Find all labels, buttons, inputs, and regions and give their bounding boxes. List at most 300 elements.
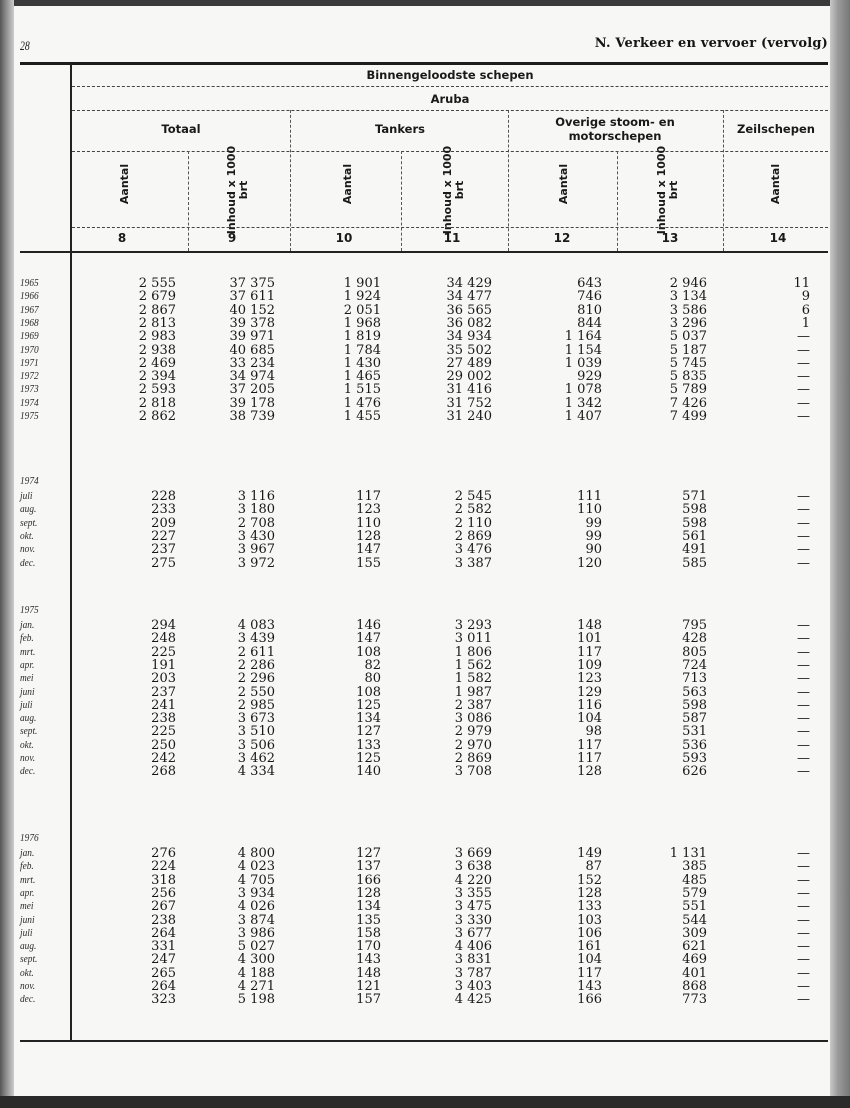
cell-c14: — [797, 684, 810, 700]
cell-c14: — [797, 751, 810, 766]
cell-c13: 7 426 [669, 395, 707, 411]
cell-c12: 106 [577, 925, 602, 941]
cell-c10: 166 [356, 872, 381, 888]
cell-c11: 3 387 [454, 555, 492, 571]
cell-c13: 598 [682, 697, 707, 713]
cell-c14: — [797, 885, 810, 901]
cell-c12: 1 407 [564, 409, 602, 424]
cell-c13: 561 [682, 528, 707, 544]
cell-c12: 104 [577, 952, 602, 968]
row-period: jan. [20, 619, 35, 631]
row-period: nov. [20, 980, 36, 992]
cell-c9: 2 985 [237, 697, 275, 713]
table-row [0, 699, 850, 712]
cell-c13: 531 [682, 724, 707, 740]
cell-c9: 39 378 [229, 315, 275, 331]
cell-c14: — [797, 872, 810, 888]
cell-c14: — [797, 724, 810, 740]
cell-c10: 2 051 [343, 302, 381, 318]
cell-c10: 147 [356, 542, 381, 558]
cell-c12: 1 078 [564, 382, 602, 398]
cell-c13: 713 [682, 671, 707, 687]
cell-c14: — [797, 952, 810, 968]
cell-c8: 2 593 [138, 382, 176, 398]
cell-c12: 116 [577, 697, 602, 713]
cell-c14: — [797, 342, 810, 358]
cell-c12: 98 [585, 724, 602, 740]
cell-c14: — [797, 992, 810, 1008]
group-divider [723, 110, 724, 251]
table-row [0, 344, 850, 357]
cell-c14: 11 [793, 276, 810, 291]
row-period: 1968 [20, 316, 39, 329]
cell-c8: 209 [151, 515, 176, 531]
cell-c10: 82 [364, 657, 381, 673]
cell-c8: 256 [151, 885, 176, 901]
table-row [0, 672, 850, 685]
table-row [0, 900, 850, 913]
cell-c11: 1 562 [454, 657, 492, 673]
cell-c13: 469 [682, 952, 707, 968]
cell-c14: — [797, 355, 810, 371]
row-period: okt. [20, 966, 34, 979]
cell-c13: 3 586 [669, 302, 707, 318]
row-period: 1967 [20, 303, 39, 316]
group-divider [290, 110, 291, 251]
row-period: 1970 [20, 343, 39, 356]
cell-c9: 3 972 [237, 555, 275, 571]
cell-c11: 31 240 [446, 409, 492, 424]
cell-c12: 929 [577, 369, 602, 385]
cell-c10: 108 [356, 644, 381, 660]
cell-c8: 203 [151, 671, 176, 687]
row-period: feb. [20, 632, 34, 645]
cell-c9: 3 462 [237, 751, 275, 766]
cell-c10: 158 [356, 925, 381, 941]
cell-c13: 551 [682, 899, 707, 915]
cell-c13: 5 187 [669, 342, 707, 358]
table-row [0, 712, 850, 725]
cell-c12: 117 [577, 737, 602, 753]
table-row [0, 543, 850, 556]
col-number-14: 14 [769, 231, 787, 245]
cell-c13: 598 [682, 502, 707, 518]
cell-c14: — [797, 737, 810, 753]
cell-c12: 1 154 [564, 342, 602, 358]
cell-c8: 275 [151, 555, 176, 571]
cell-c13: 621 [682, 939, 707, 955]
cell-c8: 264 [151, 925, 176, 941]
cell-c11: 2 110 [454, 515, 492, 531]
cell-c11: 4 425 [454, 992, 492, 1008]
cell-c11: 35 502 [446, 342, 492, 358]
cell-c13: 585 [682, 555, 707, 571]
cell-c8: 241 [151, 697, 176, 713]
cell-c14: — [797, 657, 810, 673]
table-row [0, 765, 850, 778]
cell-c13: 563 [682, 684, 707, 700]
row-period: 1973 [20, 383, 39, 396]
cell-c11: 1 806 [454, 644, 492, 660]
cell-c10: 146 [356, 618, 381, 633]
cell-c13: 1 131 [669, 846, 707, 861]
cell-c10: 134 [356, 899, 381, 915]
header-bottom-rule [20, 251, 828, 253]
cell-c8: 2 862 [138, 409, 176, 424]
cell-c10: 1 455 [343, 409, 381, 424]
cell-c10: 128 [356, 885, 381, 901]
row-period: nov. [20, 752, 36, 764]
cell-c12: 148 [577, 618, 602, 633]
cell-c11: 2 869 [454, 751, 492, 766]
cell-c13: 5 835 [669, 369, 707, 385]
cell-c12: 844 [577, 315, 602, 331]
table-row [0, 517, 850, 530]
table-row [0, 940, 850, 953]
cell-c11: 3 475 [454, 899, 492, 915]
cell-c8: 2 555 [138, 276, 176, 291]
cell-c9: 4 271 [237, 979, 275, 994]
cell-c13: 626 [682, 764, 707, 780]
table-subtitle: Aruba [430, 92, 470, 106]
cell-c11: 34 429 [446, 276, 492, 291]
cell-c12: 117 [577, 644, 602, 660]
col-10-label: Aantal [341, 163, 354, 205]
cell-c9: 4 026 [237, 899, 275, 915]
cell-c13: 536 [682, 737, 707, 753]
cell-c8: 2 867 [138, 302, 176, 318]
cell-c9: 3 874 [237, 912, 275, 928]
cell-c13: 428 [682, 631, 707, 647]
cell-c8: 237 [151, 542, 176, 558]
table-row [0, 686, 850, 699]
row-period: mrt. [20, 873, 36, 886]
col-9-label: Inhoud x 1000 brt [225, 145, 250, 235]
cell-c13: 805 [682, 644, 707, 660]
table-row [0, 953, 850, 966]
cell-c11: 3 669 [454, 846, 492, 861]
cell-c12: 87 [585, 859, 602, 875]
cell-c9: 34 974 [229, 369, 275, 385]
section-label: 1974 [20, 475, 39, 487]
cell-c12: 149 [577, 846, 602, 861]
cell-c8: 237 [151, 684, 176, 700]
cell-c10: 134 [356, 711, 381, 727]
cell-c14: — [797, 965, 810, 981]
group-zeilschepen: Zeilschepen [737, 122, 815, 136]
cell-c13: 3 134 [669, 289, 707, 305]
cell-c10: 137 [356, 859, 381, 875]
cell-c10: 157 [356, 992, 381, 1008]
cell-c13: 795 [682, 618, 707, 633]
cell-c12: 1 039 [564, 355, 602, 371]
cell-c11: 3 831 [454, 952, 492, 968]
cell-c13: 593 [682, 751, 707, 766]
cell-c12: 111 [577, 489, 602, 504]
table-row [0, 967, 850, 980]
cell-c14: — [797, 489, 810, 504]
cell-c10: 128 [356, 528, 381, 544]
cell-c10: 125 [356, 697, 381, 713]
cell-c14: 1 [801, 315, 810, 331]
table-row [0, 370, 850, 383]
page-bottom-edge [0, 1096, 850, 1108]
table-row [0, 659, 850, 672]
row-period: mrt. [20, 645, 36, 658]
cell-c14: 9 [801, 289, 810, 305]
col-number-9: 9 [227, 231, 237, 245]
cell-c13: 401 [682, 965, 707, 981]
cell-c8: 250 [151, 737, 176, 753]
cell-c9: 4 023 [237, 859, 275, 875]
cell-c14: — [797, 697, 810, 713]
cell-c13: 773 [682, 992, 707, 1008]
cell-c11: 4 220 [454, 872, 492, 888]
cell-c8: 2 469 [138, 355, 176, 371]
cell-c13: 579 [682, 885, 707, 901]
table-row [0, 752, 850, 765]
cell-c13: 5 037 [669, 329, 707, 345]
row-period: okt. [20, 529, 34, 542]
cell-c11: 3 330 [454, 912, 492, 928]
cell-c11: 1 582 [454, 671, 492, 687]
row-period: juli [20, 926, 33, 939]
table-row [0, 557, 850, 570]
col-14-label: Aantal [769, 163, 782, 205]
cell-c9: 37 205 [229, 382, 275, 398]
cell-c11: 4 406 [454, 939, 492, 955]
cell-c14: — [797, 846, 810, 861]
cell-c8: 294 [151, 618, 176, 633]
row-period: 1965 [20, 277, 39, 289]
col-number-12: 12 [553, 231, 571, 245]
cell-c12: 128 [577, 885, 602, 901]
header-divider [72, 86, 828, 88]
cell-c11: 3 787 [454, 965, 492, 981]
cell-c8: 247 [151, 952, 176, 968]
cell-c9: 3 510 [237, 724, 275, 740]
cell-c8: 233 [151, 502, 176, 518]
cell-c9: 40 152 [229, 302, 275, 318]
column-divider [617, 151, 618, 251]
cell-c14: — [797, 555, 810, 571]
cell-c12: 101 [577, 631, 602, 647]
cell-c11: 2 387 [454, 697, 492, 713]
cell-c12: 133 [577, 899, 602, 915]
cell-c9: 2 286 [237, 657, 275, 673]
row-period: aug. [20, 503, 37, 516]
cell-c13: 571 [682, 489, 707, 504]
cell-c12: 161 [577, 939, 602, 955]
cell-c8: 248 [151, 631, 176, 647]
cell-c12: 810 [577, 302, 602, 318]
cell-c13: 724 [682, 657, 707, 673]
table-row [0, 410, 850, 423]
cell-c12: 643 [577, 276, 602, 291]
cell-c14: — [797, 542, 810, 558]
cell-c12: 110 [577, 502, 602, 518]
cell-c14: — [797, 329, 810, 345]
cell-c13: 309 [682, 925, 707, 941]
table-row [0, 632, 850, 645]
cell-c14: — [797, 711, 810, 727]
cell-c12: 117 [577, 965, 602, 981]
cell-c14: — [797, 764, 810, 780]
cell-c11: 36 565 [446, 302, 492, 318]
cell-c12: 90 [585, 542, 602, 558]
row-period: mei [20, 900, 34, 913]
cell-c12: 1 164 [564, 329, 602, 345]
cell-c11: 36 082 [446, 315, 492, 331]
cell-c11: 3 677 [454, 925, 492, 941]
top-rule [20, 62, 828, 65]
cell-c11: 31 416 [446, 382, 492, 398]
cell-c13: 5 745 [669, 355, 707, 371]
cell-c10: 148 [356, 965, 381, 981]
cell-c12: 117 [577, 751, 602, 766]
cell-c14: — [797, 502, 810, 518]
cell-c12: 99 [585, 528, 602, 544]
cell-c10: 133 [356, 737, 381, 753]
col-number-8: 8 [117, 231, 127, 245]
running-head: N. Verkeer en vervoer (vervolg) [594, 36, 828, 51]
table-row [0, 530, 850, 543]
row-period: sept. [20, 953, 38, 966]
cell-c8: 318 [151, 872, 176, 888]
col-number-11: 11 [443, 231, 461, 245]
cell-c9: 3 439 [237, 631, 275, 647]
cell-c9: 2 611 [237, 644, 275, 660]
cell-c12: 152 [577, 872, 602, 888]
header-divider [72, 110, 828, 112]
cell-c12: 123 [577, 671, 602, 687]
cell-c8: 225 [151, 724, 176, 740]
cell-c14: 6 [801, 302, 810, 318]
row-period: okt. [20, 738, 34, 751]
table-row [0, 304, 850, 317]
cell-c13: 587 [682, 711, 707, 727]
cell-c10: 170 [356, 939, 381, 955]
cell-c11: 3 476 [454, 542, 492, 558]
cell-c8: 2 818 [138, 395, 176, 411]
col-number-10: 10 [335, 231, 353, 245]
col-12-label: Aantal [557, 163, 570, 205]
group-divider [508, 110, 509, 251]
cell-c14: — [797, 631, 810, 647]
cell-c9: 3 116 [237, 489, 275, 504]
col-8-label: Aantal [118, 163, 131, 205]
cell-c11: 1 987 [454, 684, 492, 700]
cell-c9: 3 430 [237, 528, 275, 544]
cell-c12: 120 [577, 555, 602, 571]
cell-c10: 1 784 [343, 342, 381, 358]
row-period: dec. [20, 765, 36, 778]
cell-c9: 3 967 [237, 542, 275, 558]
cell-c13: 491 [682, 542, 707, 558]
cell-c8: 331 [151, 939, 176, 955]
cell-c8: 276 [151, 846, 176, 861]
group-tankers: Tankers [375, 122, 425, 136]
row-period: sept. [20, 725, 38, 738]
table-row [0, 874, 850, 887]
cell-c11: 2 582 [454, 502, 492, 518]
cell-c8: 265 [151, 965, 176, 981]
table-row [0, 927, 850, 940]
cell-c9: 4 800 [237, 846, 275, 861]
col-11-label: Inhoud x 1000 brt [441, 145, 466, 235]
table-row [0, 739, 850, 752]
cell-c10: 123 [356, 502, 381, 518]
cell-c10: 1 901 [343, 276, 381, 291]
row-period: 1974 [20, 396, 39, 409]
cell-c14: — [797, 979, 810, 994]
cell-c14: — [797, 899, 810, 915]
section-label: 1975 [20, 604, 39, 616]
cell-c9: 37 375 [229, 276, 275, 291]
cell-c10: 155 [356, 555, 381, 571]
cell-c14: — [797, 369, 810, 385]
table-row [0, 725, 850, 738]
cell-c8: 267 [151, 899, 176, 915]
cell-c9: 3 673 [237, 711, 275, 727]
cell-c14: — [797, 618, 810, 633]
row-period: dec. [20, 993, 36, 1006]
table-row [0, 277, 850, 290]
row-period: 1969 [20, 330, 39, 343]
cell-c10: 117 [356, 489, 381, 504]
cell-c9: 4 334 [237, 764, 275, 780]
cell-c9: 2 296 [237, 671, 275, 687]
cell-c11: 34 477 [446, 289, 492, 305]
cell-c9: 2 550 [237, 684, 275, 700]
cell-c8: 2 938 [138, 342, 176, 358]
cell-c14: — [797, 859, 810, 875]
cell-c10: 1 430 [343, 355, 381, 371]
table-row [0, 993, 850, 1006]
cell-c11: 3 086 [454, 711, 492, 727]
cell-c9: 4 300 [237, 952, 275, 968]
bottom-rule [20, 1040, 828, 1042]
cell-c10: 1 968 [343, 315, 381, 331]
cell-c14: — [797, 939, 810, 955]
cell-c9: 5 198 [237, 992, 275, 1008]
row-period: apr. [20, 886, 35, 899]
row-period: juni [20, 685, 35, 698]
cell-c8: 224 [151, 859, 176, 875]
col-number-13: 13 [661, 231, 679, 245]
table-row [0, 397, 850, 410]
section-label: 1976 [20, 832, 39, 844]
cell-c9: 3 934 [237, 885, 275, 901]
cell-c10: 1 515 [343, 382, 381, 398]
cell-c12: 166 [577, 992, 602, 1008]
cell-c9: 39 971 [229, 329, 275, 345]
table-row [0, 860, 850, 873]
row-period: 1971 [20, 356, 39, 369]
cell-c9: 37 611 [229, 289, 275, 305]
cell-c13: 598 [682, 515, 707, 531]
row-period: juli [20, 698, 33, 711]
row-period: dec. [20, 556, 36, 569]
table-row [0, 914, 850, 927]
row-period: aug. [20, 712, 37, 725]
page-number: 28 [20, 38, 30, 53]
cell-c8: 228 [151, 489, 176, 504]
row-period: 1972 [20, 370, 39, 383]
cell-c8: 238 [151, 711, 176, 727]
cell-c10: 1 819 [343, 329, 381, 345]
header-divider [72, 227, 828, 229]
